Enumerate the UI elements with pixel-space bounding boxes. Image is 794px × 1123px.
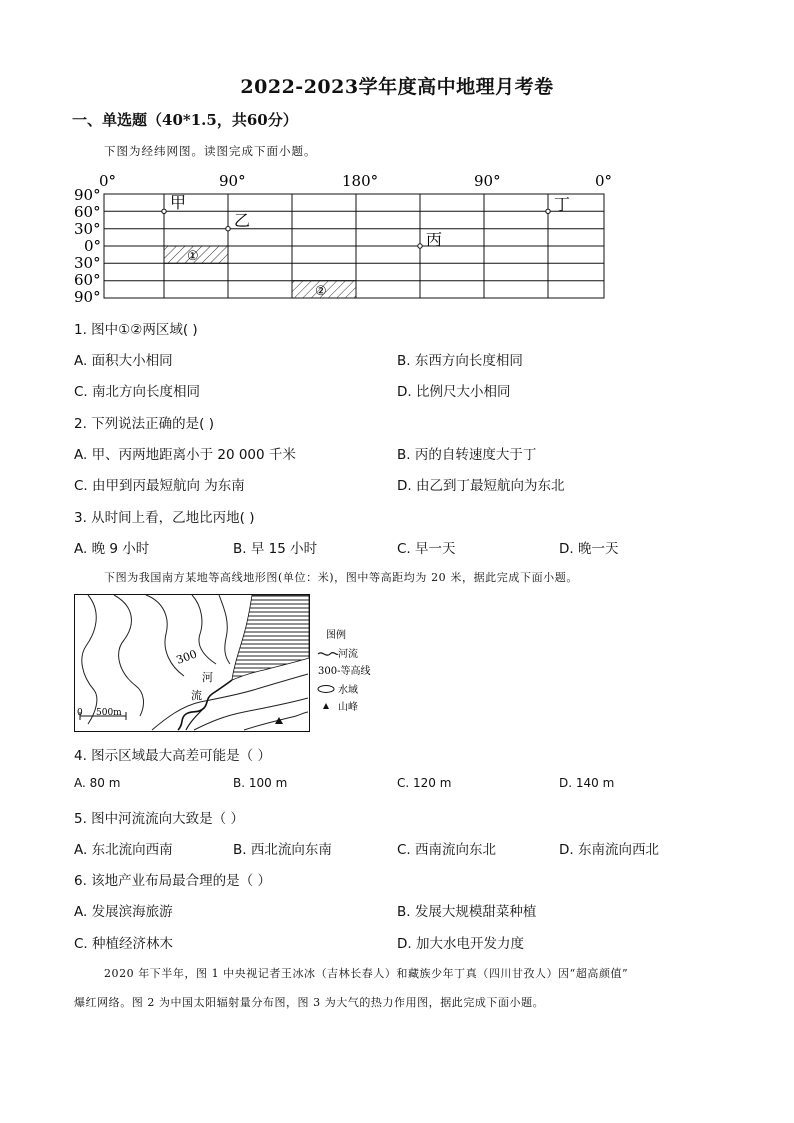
group1-intro: 下图为经纬网图。读图完成下面小题。 <box>104 144 317 158</box>
lon-label-90w: 90° <box>219 172 246 190</box>
legend-contour: 300-等高线 <box>318 666 371 677</box>
question-4-stem: 4. 图示区域最大高差可能是（ ） <box>74 748 271 764</box>
question-2-stem: 2. 下列说法正确的是( ) <box>74 416 214 432</box>
question-1-option-d[interactable]: D. 比例尺大小相同 <box>397 384 511 400</box>
legend-water-icon <box>318 686 334 693</box>
lat-label-90n: 90° <box>74 186 101 204</box>
contour-label-300: 300 <box>174 647 199 667</box>
lat-label-30n: 30° <box>74 220 101 238</box>
question-5-option-d[interactable]: D. 东南流向西北 <box>559 842 659 858</box>
question-6-stem: 6. 该地产业布局最合理的是（ ） <box>74 873 271 889</box>
question-6-option-b[interactable]: B. 发展大规模甜菜种植 <box>397 904 537 920</box>
point-bing-label: 丙 <box>426 230 443 249</box>
question-1-option-c[interactable]: C. 南北方向长度相同 <box>74 384 201 400</box>
point-ding-marker <box>546 209 550 213</box>
legend-title: 图例 <box>326 630 346 641</box>
scale-zero: 0 <box>77 708 83 718</box>
point-yi-label: 乙 <box>234 211 251 230</box>
lat-label-30s: 30° <box>74 254 101 272</box>
point-jia-label: 甲 <box>170 193 187 212</box>
section-heading: 一、单选题（40*1.5，共60分） <box>72 111 298 129</box>
legend-water: 水域 <box>338 685 358 696</box>
question-6-option-d[interactable]: D. 加大水电开发力度 <box>397 936 524 952</box>
lon-label-0-right: 0° <box>595 172 613 190</box>
lat-label-60n: 60° <box>74 203 101 221</box>
legend-peak-icon <box>323 703 329 709</box>
question-2-option-d[interactable]: D. 由乙到丁最短航向为东北 <box>397 478 565 494</box>
lat-label-0: 0° <box>84 237 102 255</box>
question-5-option-c[interactable]: C. 西南流向东北 <box>397 842 497 858</box>
lon-label-0: 0° <box>99 172 117 190</box>
question-5-option-b[interactable]: B. 西北流向东南 <box>233 842 332 858</box>
scale-length: 500m <box>96 708 122 718</box>
question-5-option-a[interactable]: A. 东北流向西南 <box>74 842 173 858</box>
river-label-liu: 流 <box>191 689 202 702</box>
point-ding-label: 丁 <box>554 195 571 214</box>
river-label-he: 河 <box>202 671 213 684</box>
lat-label-60s: 60° <box>74 271 101 289</box>
question-3-option-b[interactable]: B. 早 15 小时 <box>233 541 318 557</box>
question-2-option-a[interactable]: A. 甲、丙两地距离小于 20 000 千米 <box>74 447 296 463</box>
question-5-stem: 5. 图中河流流向大致是（ ） <box>74 811 244 827</box>
question-1-option-a[interactable]: A. 面积大小相同 <box>74 353 173 369</box>
group2-intro: 下图为我国南方某地等高线地形图(单位：米)，图中等高距均为 20 米，据此完成下面小题。 <box>104 571 578 584</box>
point-jia-marker <box>162 209 166 213</box>
legend-peak: 山峰 <box>338 702 358 713</box>
lon-label-90e: 90° <box>474 172 501 190</box>
question-3-option-c[interactable]: C. 早一天 <box>397 541 456 557</box>
point-yi-marker <box>226 227 230 231</box>
question-6-option-a[interactable]: A. 发展滨海旅游 <box>74 904 173 920</box>
question-2-option-c[interactable]: C. 由甲到丙最短航向 为东南 <box>74 478 245 494</box>
legend-river: 河流 <box>338 649 358 660</box>
legend-river-icon <box>318 653 338 656</box>
region-1-label: ① <box>187 249 199 264</box>
question-1-option-b[interactable]: B. 东西方向长度相同 <box>397 353 523 369</box>
question-4-option-c[interactable]: C. 120 m <box>397 776 452 790</box>
group3-intro-line-2: 爆红网络。图 2 为中国太阳辐射量分布图，图 3 为大气的热力作用图，据此完成下面小题。 <box>74 996 545 1009</box>
lat-lon-grid-figure <box>74 170 624 305</box>
page-title: 2022-2023学年度高中地理月考卷 <box>240 76 554 98</box>
question-1-stem: 1. 图中①②两区域( ) <box>74 322 198 338</box>
question-2-option-b[interactable]: B. 丙的自转速度大于丁 <box>397 447 537 463</box>
lat-label-90s: 90° <box>74 288 101 306</box>
region-2-label: ② <box>315 284 327 299</box>
question-6-option-c[interactable]: C. 种植经济林木 <box>74 936 174 952</box>
group3-intro-line-1: 2020 年下半年，图 1 中央视记者王冰冰（吉林长春人）和藏族少年丁真（四川甘孜人）因“超高颜值” <box>104 967 629 980</box>
question-3-option-a[interactable]: A. 晚 9 小时 <box>74 541 150 557</box>
lon-label-180: 180° <box>342 172 379 190</box>
question-3-option-d[interactable]: D. 晚一天 <box>559 541 619 557</box>
point-bing-marker <box>418 244 422 248</box>
question-4-option-a[interactable]: A. 80 m <box>74 776 121 790</box>
question-4-option-b[interactable]: B. 100 m <box>233 776 288 790</box>
question-4-option-d[interactable]: D. 140 m <box>559 776 615 790</box>
contour-map-figure <box>74 594 371 734</box>
question-3-stem: 3. 从时间上看，乙地比丙地( ) <box>74 510 255 526</box>
